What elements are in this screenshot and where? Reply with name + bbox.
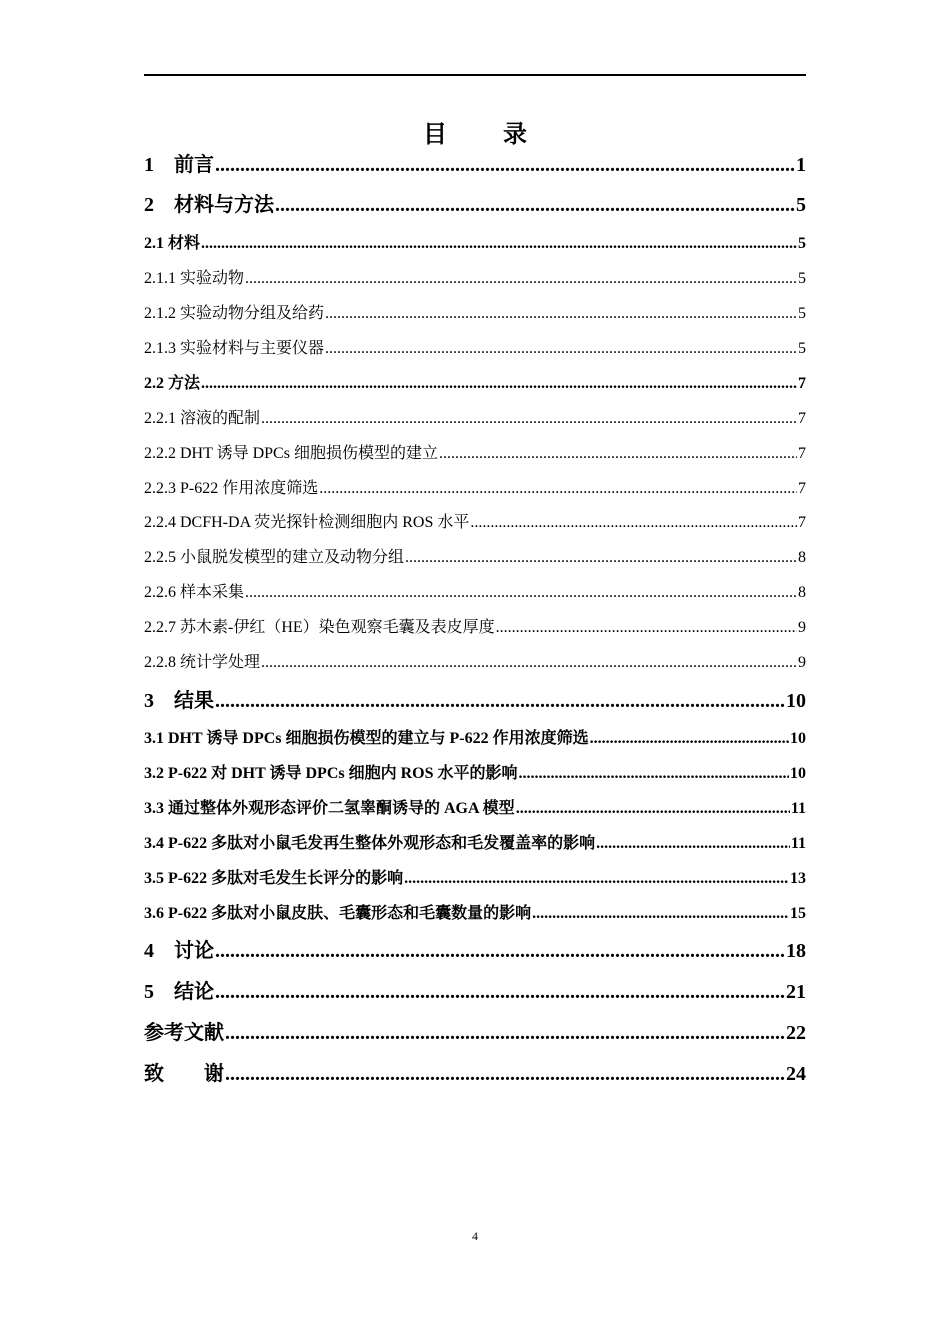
header-rule bbox=[144, 74, 806, 76]
dot-leader bbox=[215, 154, 795, 177]
toc-entry[interactable] bbox=[144, 1057, 806, 1086]
toc-entry-page: 1 bbox=[796, 154, 806, 176]
toc-entry-label: 2.2 方法 bbox=[144, 375, 201, 392]
dot-leader bbox=[404, 870, 789, 888]
toc-entry-page: 7 bbox=[798, 445, 806, 462]
dot-leader bbox=[215, 940, 785, 963]
toc-entry-page: 10 bbox=[790, 730, 806, 747]
toc-entry[interactable] bbox=[144, 335, 806, 358]
toc-entry-page: 10 bbox=[790, 765, 806, 782]
toc-entry-label: 4 讨论 bbox=[144, 940, 214, 962]
toc-entry-label: 3.1 DHT 诱导 DPCs 细胞损伤模型的建立与 P-622 作用浓度筛选 bbox=[144, 730, 589, 747]
toc-entry[interactable] bbox=[144, 975, 806, 1004]
toc-entry[interactable] bbox=[144, 795, 806, 818]
toc-entry-label: 致 谢 bbox=[144, 1063, 224, 1085]
dot-leader bbox=[275, 194, 795, 217]
dot-leader bbox=[596, 835, 790, 853]
toc-title-right: 录 bbox=[503, 122, 527, 148]
toc-entry-page: 5 bbox=[796, 194, 806, 216]
toc-entry-label: 3.6 P-622 多肽对小鼠皮肤、毛囊形态和毛囊数量的影响 bbox=[144, 905, 532, 922]
toc-entry-label: 2.2.4 DCFH-DA 荧光探针检测细胞内 ROS 水平 bbox=[144, 514, 470, 531]
toc-entry[interactable] bbox=[144, 579, 806, 602]
dot-leader bbox=[496, 619, 797, 637]
toc-entry[interactable] bbox=[144, 148, 806, 177]
toc-entry[interactable] bbox=[144, 405, 806, 428]
toc-entry-page: 13 bbox=[790, 870, 806, 887]
toc-entry[interactable] bbox=[144, 265, 806, 288]
toc-entry-label: 3 结果 bbox=[144, 690, 214, 712]
toc-entry[interactable] bbox=[144, 725, 806, 748]
toc-entry[interactable] bbox=[144, 440, 806, 463]
toc-entry-label: 3.3 通过整体外观形态评价二氢睾酮诱导的 AGA 模型 bbox=[144, 800, 515, 817]
toc-entry-page: 7 bbox=[798, 480, 806, 497]
toc-entry-page: 8 bbox=[798, 584, 806, 601]
toc-entry[interactable] bbox=[144, 614, 806, 637]
dot-leader bbox=[590, 730, 789, 748]
toc-entry[interactable] bbox=[144, 300, 806, 323]
dot-leader bbox=[325, 305, 797, 323]
toc-entry-label: 2.2.8 统计学处理 bbox=[144, 654, 261, 671]
toc-entry-page: 5 bbox=[798, 235, 806, 252]
dot-leader bbox=[516, 800, 790, 818]
toc-entry-label: 3.5 P-622 多肽对毛发生长评分的影响 bbox=[144, 870, 404, 887]
toc-entry-page: 11 bbox=[790, 835, 806, 852]
toc-entry-page: 24 bbox=[786, 1063, 806, 1085]
toc-entry-page: 9 bbox=[798, 619, 806, 636]
toc-entry-label: 2.1 材料 bbox=[144, 235, 201, 252]
toc-entry-label: 2.1.2 实验动物分组及给药 bbox=[144, 305, 325, 322]
dot-leader bbox=[325, 340, 797, 358]
toc-entry[interactable] bbox=[144, 509, 806, 532]
toc-entry-page: 10 bbox=[786, 690, 806, 712]
toc-entry-label: 1 前言 bbox=[144, 154, 214, 176]
toc-entry[interactable] bbox=[144, 1016, 806, 1045]
dot-leader bbox=[225, 1063, 785, 1086]
dot-leader bbox=[201, 375, 797, 393]
toc-entry[interactable] bbox=[144, 370, 806, 393]
toc-entry-label: 2.1.1 实验动物 bbox=[144, 270, 245, 287]
dot-leader bbox=[261, 654, 797, 672]
dot-leader bbox=[439, 445, 797, 463]
dot-leader bbox=[519, 765, 790, 783]
dot-leader bbox=[245, 584, 797, 602]
toc-entry-page: 5 bbox=[798, 305, 806, 322]
toc-entry-label: 2.2.7 苏木素-伊红（HE）染色观察毛囊及表皮厚度 bbox=[144, 619, 495, 636]
toc-entry[interactable] bbox=[144, 900, 806, 923]
toc-entry[interactable] bbox=[144, 760, 806, 783]
page-number: 4 bbox=[472, 1229, 478, 1243]
toc-entry[interactable] bbox=[144, 934, 806, 963]
toc-entry-page: 7 bbox=[798, 514, 806, 531]
toc-entry-page: 7 bbox=[798, 375, 806, 392]
toc-entry-page: 22 bbox=[786, 1022, 806, 1044]
toc-entry-page: 18 bbox=[786, 940, 806, 962]
toc-entry-page: 8 bbox=[798, 549, 806, 566]
dot-leader bbox=[470, 514, 797, 532]
toc-entry-label: 3.2 P-622 对 DHT 诱导 DPCs 细胞内 ROS 水平的影响 bbox=[144, 765, 518, 782]
toc-entry-page: 9 bbox=[798, 654, 806, 671]
toc-entry[interactable] bbox=[144, 865, 806, 888]
dot-leader bbox=[225, 1022, 785, 1045]
toc-entry[interactable] bbox=[144, 544, 806, 567]
toc-entry-page: 5 bbox=[798, 270, 806, 287]
toc-title-left: 目 bbox=[423, 122, 447, 148]
toc-entry[interactable] bbox=[144, 188, 806, 217]
toc-entry-page: 7 bbox=[798, 410, 806, 427]
toc-entry-page: 15 bbox=[790, 905, 806, 922]
toc-entry-label: 2.1.3 实验材料与主要仪器 bbox=[144, 340, 325, 357]
toc-entry-page: 21 bbox=[786, 981, 806, 1003]
toc-entry-label: 3.4 P-622 多肽对小鼠毛发再生整体外观形态和毛发覆盖率的影响 bbox=[144, 835, 596, 852]
dot-leader bbox=[319, 480, 797, 498]
toc-entry-label: 参考文献 bbox=[144, 1022, 224, 1044]
dot-leader bbox=[201, 235, 797, 253]
toc-entry-label: 2 材料与方法 bbox=[144, 194, 274, 216]
toc-entry-label: 2.2.5 小鼠脱发模型的建立及动物分组 bbox=[144, 549, 405, 566]
dot-leader bbox=[215, 981, 785, 1004]
toc-entry-label: 2.2.2 DHT 诱导 DPCs 细胞损伤模型的建立 bbox=[144, 445, 438, 462]
toc-entry-label: 2.2.1 溶液的配制 bbox=[144, 410, 261, 427]
toc-entry-page: 11 bbox=[790, 800, 806, 817]
toc-entry[interactable] bbox=[144, 649, 806, 672]
toc-entry-page: 5 bbox=[798, 340, 806, 357]
toc-title bbox=[144, 114, 806, 149]
toc-entry[interactable] bbox=[144, 230, 806, 253]
toc-entry-label: 2.2.3 P-622 作用浓度筛选 bbox=[144, 480, 319, 497]
toc-entry-label: 2.2.6 样本采集 bbox=[144, 584, 245, 601]
dot-leader bbox=[245, 270, 797, 288]
dot-leader bbox=[405, 549, 797, 567]
toc-entry[interactable] bbox=[144, 830, 806, 853]
dot-leader bbox=[532, 905, 789, 923]
toc-entry[interactable] bbox=[144, 684, 806, 713]
dot-leader bbox=[261, 410, 797, 428]
toc-entry-label: 5 结论 bbox=[144, 981, 214, 1003]
dot-leader bbox=[215, 690, 785, 713]
toc-entry[interactable] bbox=[144, 475, 806, 498]
